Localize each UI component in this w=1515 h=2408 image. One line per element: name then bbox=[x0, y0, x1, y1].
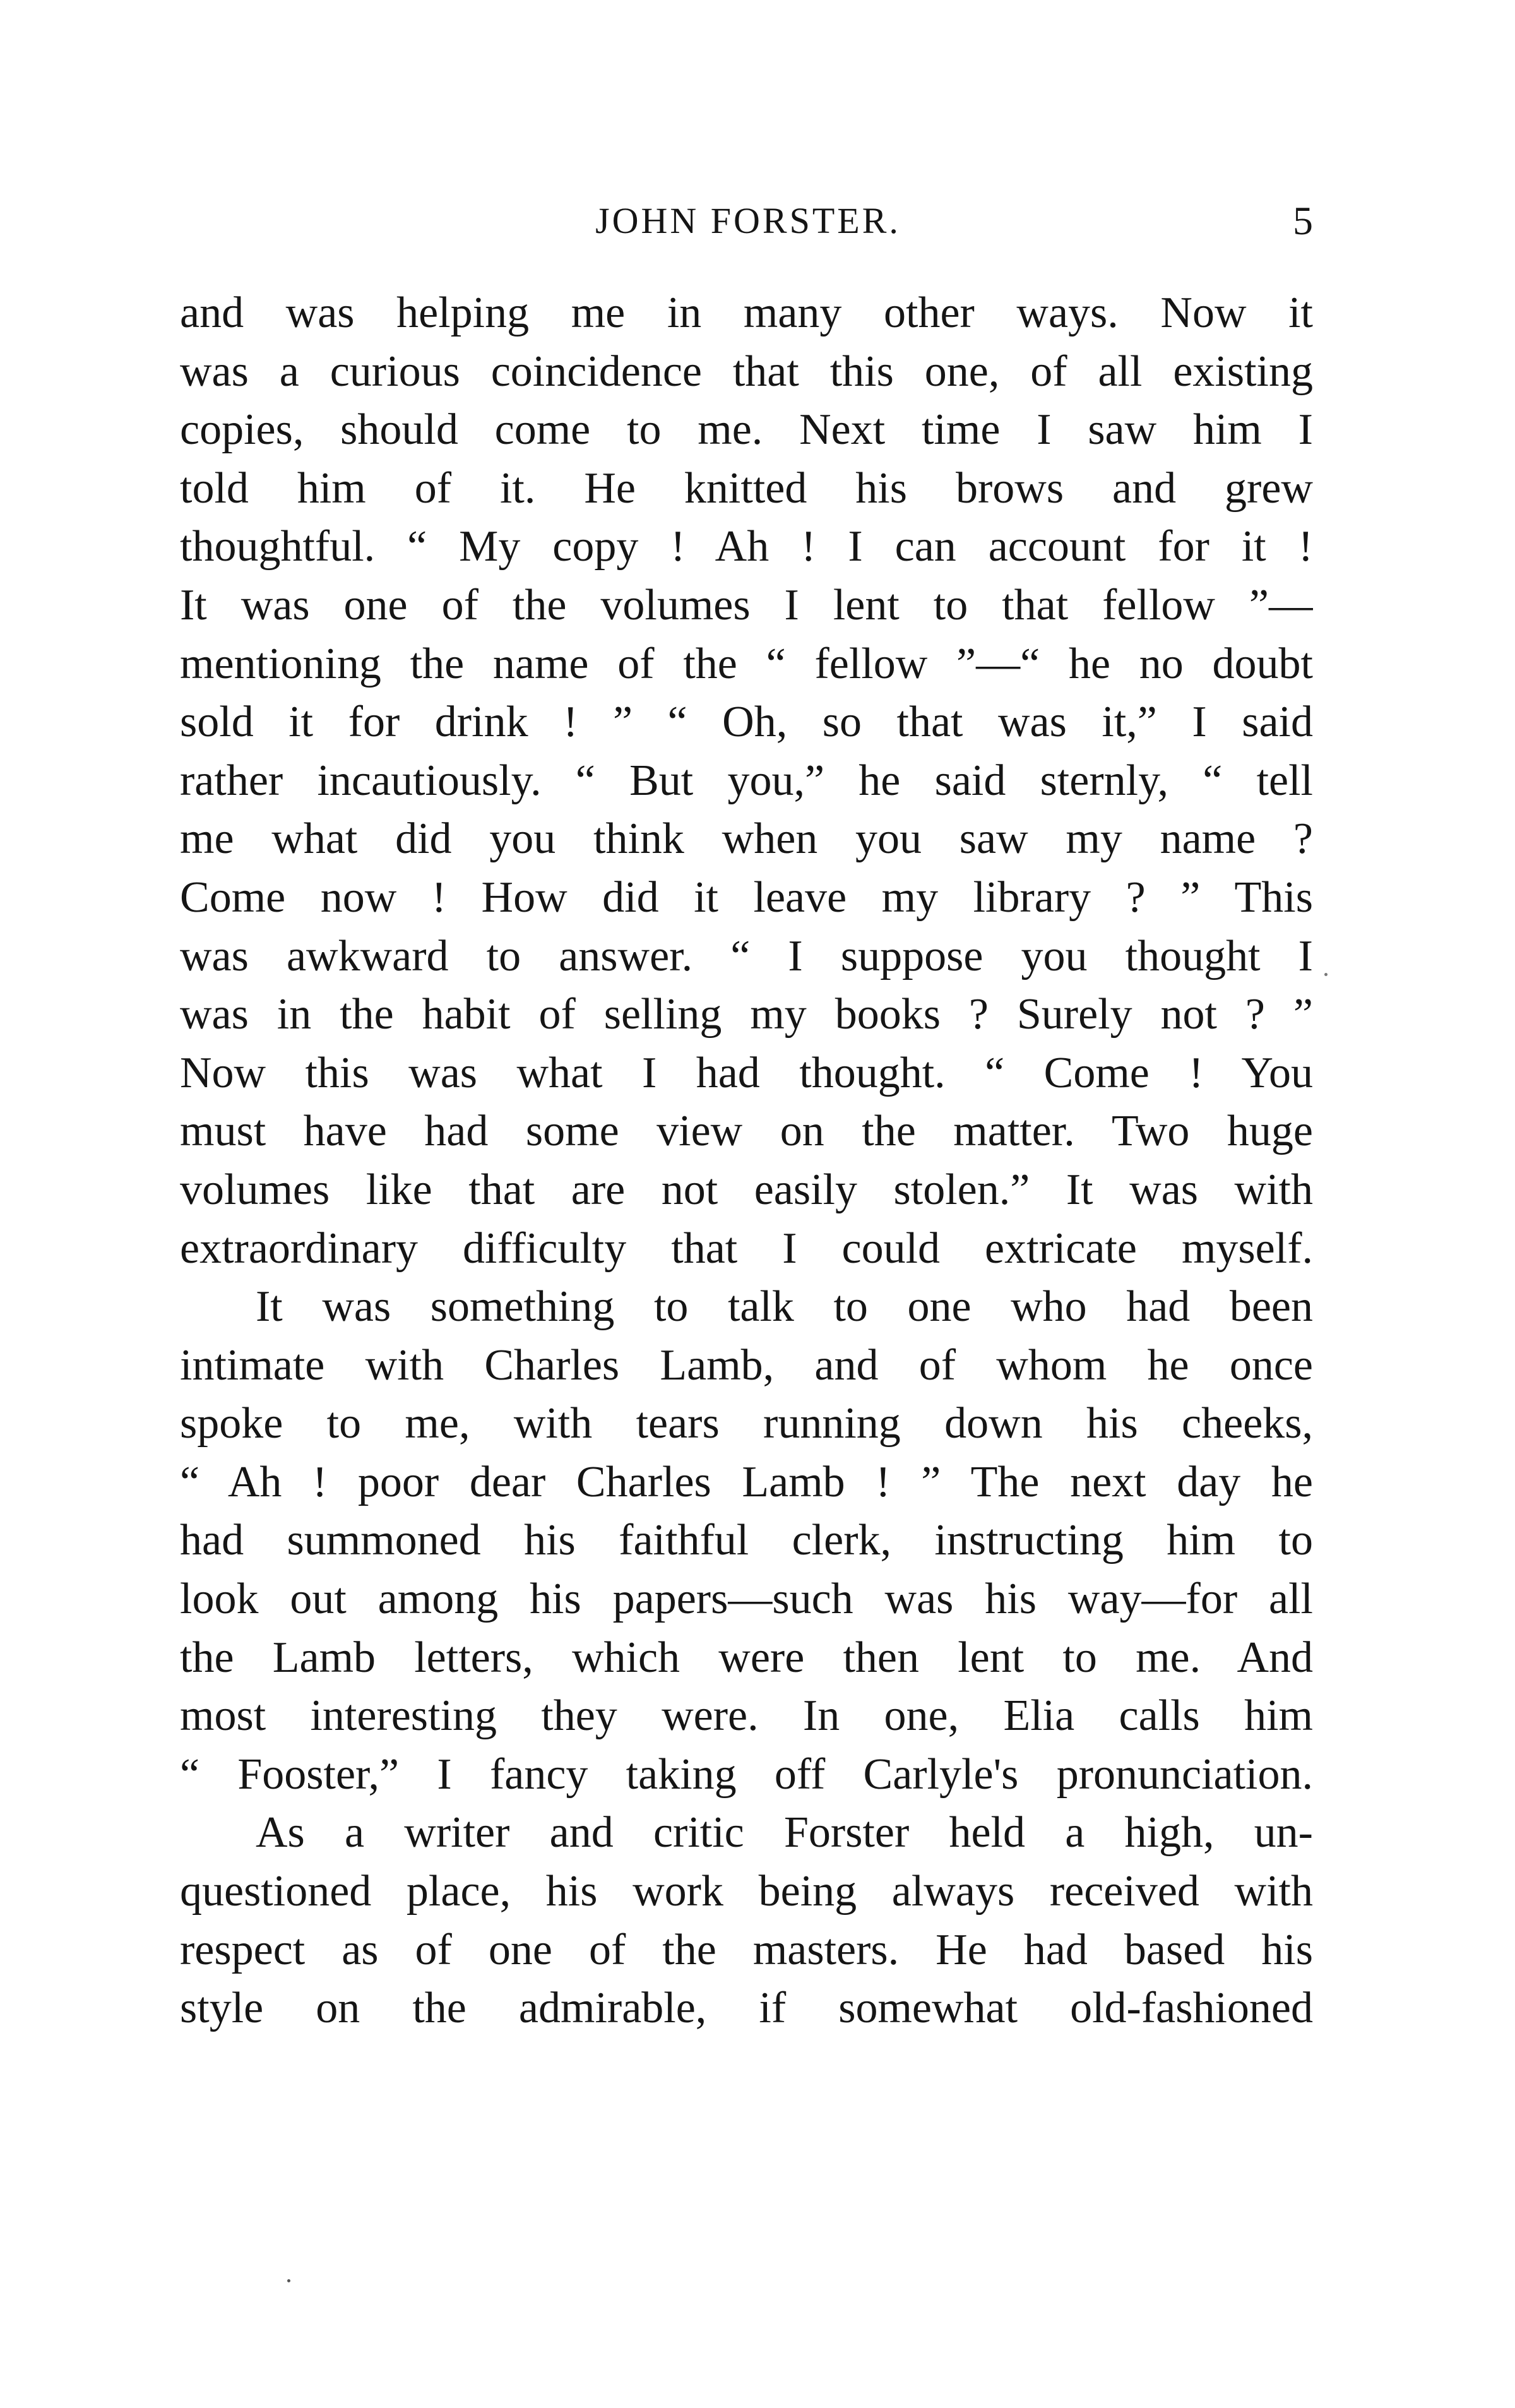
print-speck bbox=[1324, 973, 1328, 976]
text-line: As a writer and critic Forster held a high, un- bbox=[256, 1808, 1313, 1857]
text-line: sold it for drink ! ” “ Oh, so that was it,” I said bbox=[180, 698, 1313, 747]
text-line: and was helping me in many other ways. Now it bbox=[180, 289, 1313, 337]
text-line: me what did you think when you saw my name ? bbox=[180, 814, 1313, 864]
text-line: was in the habit of selling my books ? Surely not ? ” bbox=[180, 990, 1313, 1039]
text-line: volumes like that are not easily stolen.” It was with bbox=[180, 1165, 1313, 1214]
text-line: Come now ! How did it leave my library ? ” This bbox=[180, 873, 1313, 922]
running-head bbox=[183, 189, 1313, 253]
paragraph-3 bbox=[180, 1804, 1313, 2037]
text-line: most interesting they were. In one, Elia calls him bbox=[180, 1691, 1313, 1741]
text-line: extraordinary difficulty that I could extricate myself. bbox=[180, 1224, 1313, 1273]
text-line: It was one of the volumes I lent to that fellow ”— bbox=[180, 580, 1313, 629]
text-line: spoke to me, with tears running down his cheeks, bbox=[180, 1399, 1313, 1448]
paragraph-1 bbox=[180, 284, 1313, 1278]
text-line: Now this was what I had thought. “ Come ! You bbox=[180, 1048, 1313, 1097]
text-line: must have had some view on the matter. Two huge bbox=[180, 1107, 1313, 1156]
text-line: style on the admirable, if somewhat old-fashioned bbox=[180, 1984, 1313, 2033]
text-line: “ Fooster,” I fancy taking off Carlyle's pronunciation. bbox=[180, 1749, 1313, 1799]
running-head-title: JOHN FORSTER. bbox=[595, 200, 901, 241]
page-number: 5 bbox=[1293, 198, 1313, 243]
text-line: respect as of one of the masters. He had based his bbox=[180, 1925, 1313, 1974]
text-line: had summoned his faithful clerk, instructing him to bbox=[180, 1516, 1313, 1565]
text-line: It was something to talk to one who had been bbox=[256, 1282, 1313, 1332]
text-line: rather incautiously. “ But you,” he said sternly, “ tell bbox=[180, 756, 1313, 805]
text-line: “ Ah ! poor dear Charles Lamb ! ” The next day he bbox=[180, 1457, 1313, 1506]
print-speck bbox=[287, 2279, 290, 2282]
text-line: the Lamb letters, which were then lent to me. And bbox=[180, 1633, 1313, 1682]
text-line: was a curious coincidence that this one, of all existing bbox=[180, 347, 1313, 396]
text-line: told him of it. He knitted his brows and grew bbox=[180, 463, 1313, 513]
paragraph-2 bbox=[180, 1278, 1313, 1804]
text-line: mentioning the name of the “ fellow ”—“ he no doubt bbox=[180, 639, 1313, 688]
text-line: was awkward to answer. “ I suppose you thought I bbox=[180, 931, 1313, 980]
text-line: questioned place, his work being always received with bbox=[180, 1867, 1313, 1916]
text-line: look out among his papers—such was his way—for all bbox=[180, 1575, 1313, 1624]
text-line: thoughtful. “ My copy ! Ah ! I can account for it ! bbox=[180, 522, 1313, 571]
text-line: copies, should come to me. Next time I saw him I bbox=[180, 405, 1313, 455]
body-text bbox=[180, 284, 1313, 2038]
text-line: intimate with Charles Lamb, and of whom he once bbox=[180, 1340, 1313, 1390]
